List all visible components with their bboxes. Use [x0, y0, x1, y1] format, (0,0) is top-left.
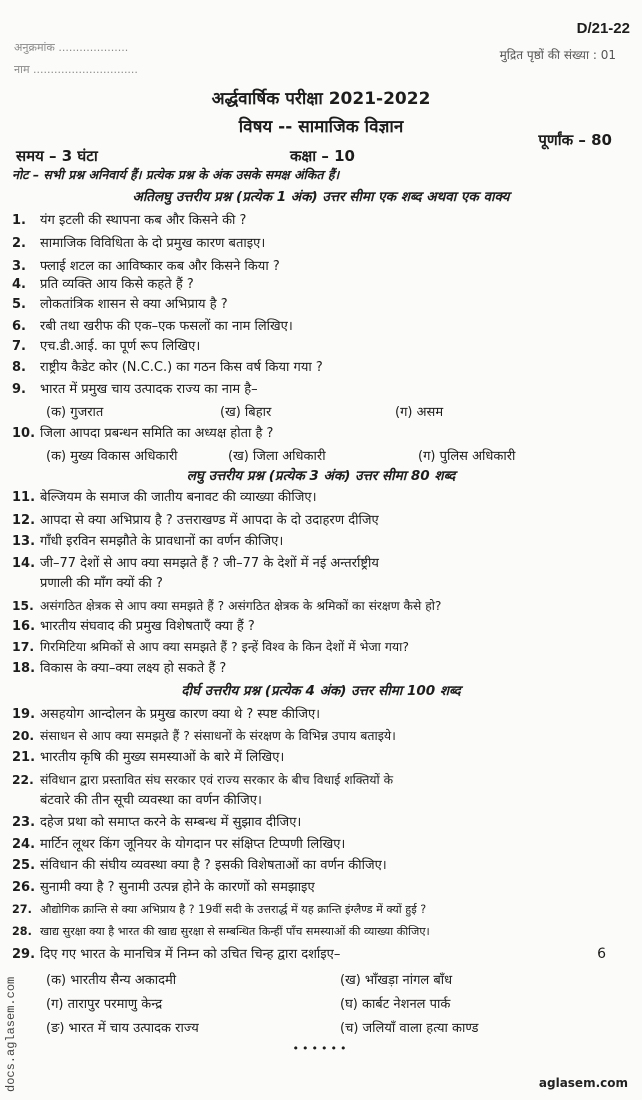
option: (ग) असम [395, 405, 444, 420]
option: (क) भारतीय सैन्य अकादमी [46, 973, 177, 988]
section-heading: लघु उत्तरीय प्रश्न (प्रत्येक 3 अंक) उत्तर सीमा 80 शब्द [186, 468, 456, 484]
printed-pages: मुद्रित पृष्ठों की संख्या : 01 [499, 48, 616, 62]
option: (ग) पुलिस अधिकारी [418, 449, 516, 464]
question: 8. राष्ट्रीय कैडेट कोर (N.C.C.) का गठन किस वर्ष किया गया ? [12, 360, 323, 375]
name-field: नाम .............................. [14, 63, 138, 76]
note: नोट – सभी प्रश्न अनिवार्य हैं। प्रत्येक प्रश्न के अंक उसके समक्ष अंकित हैं। [12, 167, 340, 182]
option: (घ) कार्बट नेशनल पार्क [340, 997, 451, 1012]
side-watermark: docs.aglasem.com [4, 976, 18, 1092]
question: 6. रबी तथा खरीफ की एक–एक फसलों का नाम लिखिए। [12, 319, 293, 334]
question: 9. भारत में प्रमुख चाय उत्पादक राज्य का नाम है– [12, 382, 258, 397]
question: 15. असंगठित क्षेत्रक से आप क्या समझते हैं ? असंगठित क्षेत्रक के श्रमिकों का संरक्षण कैसे हो? [12, 599, 442, 613]
question: 25. संविधान की संघीय व्यवस्था क्या है ? इसकी विशेषताओं का वर्णन कीजिए। [12, 858, 387, 873]
option: (ग) तारापुर परमाणु केन्द्र [46, 997, 163, 1012]
subject-title: विषय -- सामाजिक विज्ञान [238, 117, 404, 137]
question: 19. असहयोग आन्दोलन के प्रमुख कारण क्या थे ? स्पष्ट कीजिए। [12, 707, 321, 722]
section-heading: दीर्घ उत्तरीय प्रश्न (प्रत्येक 4 अंक) उत्तर सीमा 100 शब्द [181, 683, 461, 699]
section-heading: अतिलघु उत्तरीय प्रश्न (प्रत्येक 1 अंक) उत्तर सीमा एक शब्द अथवा एक वाक्य [132, 189, 510, 205]
question: 21. भारतीय कृषि की मुख्य समस्याओं के बारे में लिखिए। [12, 750, 285, 765]
question: 3. फ्लाई शटल का आविष्कार कब और किसने किया ? [12, 259, 280, 274]
option: (ख) भाँखड़ा नांगल बाँध [340, 973, 453, 988]
question: 18. विकास के क्या–क्या लक्ष्य हो सकते हैं ? [12, 661, 227, 676]
option: (क) मुख्य विकास अधिकारी [46, 449, 178, 464]
roll-number-field: अनुक्रमांक .................... [14, 41, 129, 54]
question: 17. गिरमिटिया श्रमिकों से आप क्या समझते हैं ? इन्हें विश्व के किन देशों में भेजा गया? [12, 639, 410, 654]
question: 27. औद्योगिक क्रान्ति से क्या अभिप्राय है ? 19वीं सदी के उत्तरार्द्ध में यह क्रान्ति इंग्लैण्ड में क्यों हुई ? [12, 903, 427, 916]
question: 1. यंग इटली की स्थापना कब और किसने की ? [12, 213, 247, 228]
question: 16. भारतीय संघवाद की प्रमुख विशेषताएँ क्या हैं ? [12, 619, 255, 634]
question: 2. सामाजिक विविधिता के दो प्रमुख कारण बताइए। [12, 236, 266, 251]
question: 29. दिए गए भारत के मानचित्र में निम्न को उचित चिन्ह द्वारा दर्शाइए– [12, 947, 341, 962]
max-marks: पूर्णांक – 80 [538, 131, 612, 149]
end-marker: •••••• [292, 1042, 350, 1055]
option: (क) गुजरात [46, 405, 104, 420]
question: 26. सुनामी क्या है ? सुनामी उत्पन्न होने के कारणों को समझाइए [12, 880, 315, 895]
question: 7. एच.डी.आई. का पूर्ण रूप लिखिए। [12, 339, 201, 354]
question: 20. संसाधन से आप क्या समझते हैं ? संसाधनों के संरक्षण के विभिन्न उपाय बताइये। [12, 728, 396, 743]
question-continued: प्रणाली की माँग क्यों की ? [40, 576, 163, 591]
question: 11. बेल्जियम के समाज की जातीय बनावट की व्याख्या कीजिए। [12, 490, 317, 505]
option: (ख) जिला अधिकारी [228, 449, 326, 464]
question: 28. खाद्य सुरक्षा क्या है भारत की खाद्य सुरक्षा से सम्बन्धित किन्हीं पाँच समस्याओं की व्याख्या कीजिए। [12, 925, 430, 938]
paper-code: D/21-22 [576, 20, 630, 37]
class-label: कक्षा – 10 [290, 147, 355, 165]
question: 24. मार्टिन लूथर किंग जूनियर के योगदान पर संक्षिप्त टिप्पणी लिखिए। [12, 837, 346, 852]
option: (ख) बिहार [220, 405, 272, 420]
question-marks: 6 [597, 946, 606, 962]
watermark: aglasem.com [538, 1076, 628, 1090]
question: 23. दहेज प्रथा को समाप्त करने के सम्बन्ध में सुझाव दीजिए। [12, 815, 302, 830]
question: 12. आपदा से क्या अभिप्राय है ? उत्तराखण्ड में आपदा के दो उदाहरण दीजिए [12, 513, 379, 528]
question: 22. संविधान द्वारा प्रस्तावित संघ सरकार एवं राज्य सरकार के बीच विधाई शक्तियों के [12, 773, 394, 787]
question: 13. गाँधी इरविन समझौते के प्रावधानों का वर्णन कीजिए। [12, 534, 284, 549]
question: 14. जी–77 देशों से आप क्या समझते हैं ? जी–77 के देशों में नई अन्तर्राष्ट्रीय [12, 556, 379, 571]
exam-title: अर्द्धवार्षिक परीक्षा 2021-2022 [211, 89, 431, 109]
option: (च) जलियाँ वाला हत्या काण्ड [340, 1021, 479, 1036]
question: 5. लोकतांत्रिक शासन से क्या अभिप्राय है ? [12, 297, 228, 312]
question: 10. जिला आपदा प्रबन्धन समिति का अध्यक्ष होता है ? [12, 426, 274, 441]
option: (ङ) भारत में चाय उत्पादक राज्य [46, 1021, 199, 1036]
question: 4. प्रति व्यक्ति आय किसे कहते हैं ? [12, 277, 194, 292]
question-continued: बंटवारे की तीन सूची व्यवस्था का वर्णन कीजिए। [40, 793, 262, 808]
time-label: समय – 3 घंटा [16, 147, 98, 165]
